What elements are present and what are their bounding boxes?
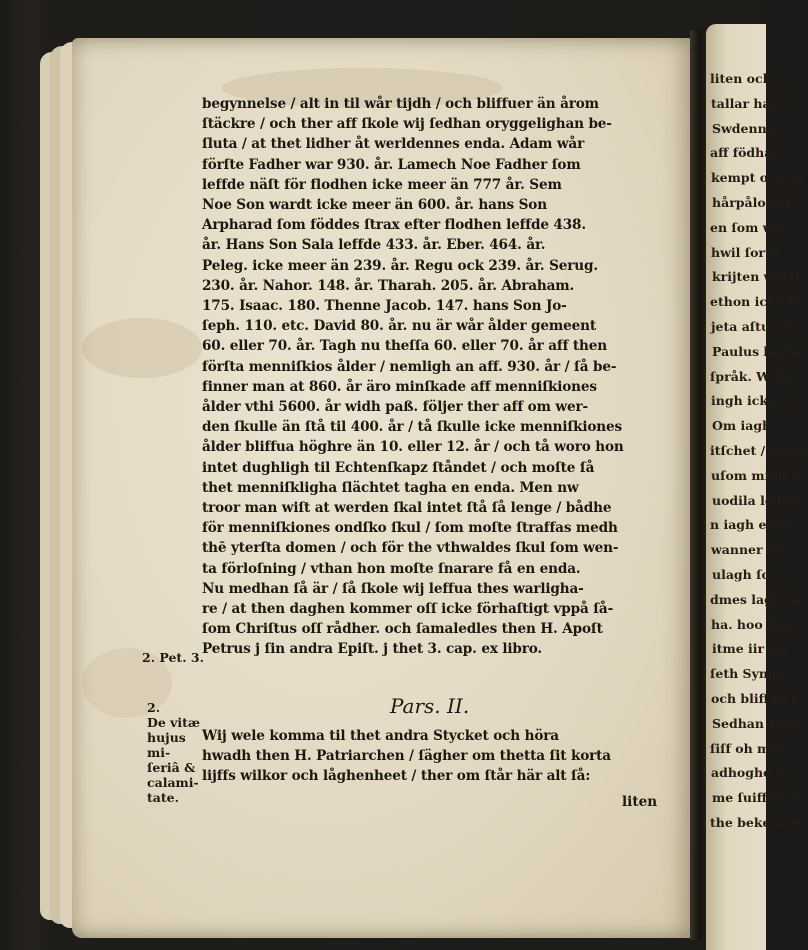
margin-note-line: De vitæ — [147, 715, 201, 730]
part-two-text — [202, 726, 662, 787]
text-line: Arpharad ſom föddes ſtrax efter flodhen leffde 438. — [202, 217, 586, 234]
facing-text-line: ſpråk. Wilia — [710, 368, 793, 384]
facing-text-line: tallar han ſ — [711, 95, 790, 111]
text-line: förſta menniſkios ålder / nemligh an aff. 930. år / ſå be- — [202, 358, 617, 375]
facing-text-line: the bekenner — [710, 815, 804, 830]
text-line: ålder vthi 5600. år widh paß. följer ther aff om wer- — [202, 399, 588, 416]
text-line: Nu medhan ſå är / ſå ſkole wij leffua thes warligha- — [202, 580, 584, 597]
text-line: år. Hans Son Sala leffde 433. år. Eber. 464. år. — [202, 237, 546, 254]
text-line: intet dughligh til Echtenſkapz ſtåndet / och moſte ſå — [202, 459, 595, 476]
text-line: Petrus j ſin andra Epiſt. j thet 3. cap. ex libro. — [202, 641, 543, 658]
text-line: lijffs wilkor och låghenheet / ther om ſtår här alt ſå: — [202, 768, 591, 785]
text-line: thē yterſta domen / och för the vthwaldes ſkul ſom wen- — [202, 540, 619, 557]
facing-text-line: wanner lor — [711, 542, 787, 558]
text-line: förſte Fadher war 930. år. Lamech Noe Fadher ſom — [202, 156, 581, 173]
facing-text-line: ingh icke. vt — [711, 393, 798, 409]
facing-text-line: jeta aſtunda — [711, 319, 796, 334]
facing-text-line: aff födhas — [710, 145, 780, 161]
text-line: ſtäckre / och ther aff ſkole wij ſedhan oryggelighan be- — [202, 116, 612, 133]
text-line: leffde näſt för flodhen icke meer än 777 år. Sem — [202, 176, 562, 193]
facing-text-line: me ſuiffue d — [712, 790, 798, 806]
margin-note-line: tate. — [147, 790, 179, 805]
facing-text-line: n iagh effte — [710, 517, 791, 533]
facing-text-line: itſchet / vthal — [710, 443, 805, 458]
margin-note — [147, 700, 205, 805]
text-line: 230. år. Nahor. 148. år. Tharah. 205. år. Abraham. — [202, 277, 575, 294]
facing-text-line: och bliffua h — [711, 691, 800, 706]
facing-text-line: krijten werſt — [712, 269, 801, 285]
facing-text-line: hwil ſorte — [711, 244, 779, 260]
facing-text-line: ſiſf oh mon — [710, 740, 788, 756]
facing-text-line: dmes lagh ſo — [710, 591, 801, 607]
text-line: re / at then daghen kommer oſſ icke förhaſtigt vppå ſå- — [202, 601, 614, 618]
text-line: hwadh then H. Patriarchen / ſägher om thetta ſit korta — [202, 748, 611, 765]
text-line: ſeph. 110. etc. David 80. år. nu är wår ålder gemeent — [202, 318, 597, 335]
facing-text-line: itme iir on — [712, 641, 786, 657]
facing-text-line: ha. hoo ſkal — [711, 616, 794, 632]
facing-page — [706, 24, 766, 950]
margin-note-line: 2. — [147, 700, 161, 715]
facing-text-line: ulagh ſom j — [712, 567, 792, 582]
margin-note-line: ſeriâ & — [147, 760, 196, 775]
text-line: ålder bliffua höghre än 10. eller 12. år / och tå woro hon — [202, 439, 624, 456]
facing-text-line: uſom migh e — [711, 467, 800, 483]
text-line: begynnelse / alt in til wår tijdh / och bliffuer än årom — [202, 96, 599, 112]
margin-note-line: calami- — [147, 775, 199, 790]
facing-text-line: liten och on — [710, 71, 794, 86]
text-line: 175. Isaac. 180. Thenne Jacob. 147. hans Son Jo- — [202, 298, 567, 315]
facing-text-line: Sedhan Kall — [712, 715, 797, 731]
facing-text-line: Paulus bighel — [712, 343, 808, 359]
text-line: finner man at 860. år äro minſkade aff menniſkiones — [202, 378, 597, 395]
margin-reference: 2. Pet. 3. — [142, 650, 204, 665]
facing-text-line: Swdennes — [712, 120, 782, 136]
margin-note-line: hujus mi- — [147, 730, 186, 760]
text-line: ta förloſning / vthan hon moſte ſnarare få en enda. — [202, 560, 581, 577]
catchword: liten — [622, 794, 658, 810]
facing-text-line: ſeth Synde — [710, 666, 785, 682]
text-line: den ſkulle än ſtå til 400. år / tå ſkulle icke menniſkiones — [202, 419, 623, 436]
facing-text-line: Om iagh — [712, 418, 772, 434]
text-line: Wij wele komma til thet andra Stycket och höra — [202, 728, 559, 744]
text-line: ſluta / at thet lidher åt werldennes enda. Adam wår — [202, 136, 585, 153]
facing-text-line: kempt och ſa — [711, 170, 803, 186]
text-line: för menniſkiones ondſko ſkul / ſom moſte ſtraffas medh — [202, 520, 618, 537]
facing-text-line: hårpålordn — [712, 195, 791, 210]
text-line: 60. eller 70. år. Tagh nu theſſa 60. eller 70. år aff then — [202, 338, 607, 355]
section-heading: Pars. II. — [390, 694, 470, 718]
text-line: Noe Son wardt icke meer än 600. år. hans Son — [202, 197, 547, 214]
facing-text-line: ethon icke fa — [710, 294, 802, 310]
facing-text-line: uodila ledhe — [712, 492, 799, 508]
text-line: Peleg. icke meer än 239. år. Regu ock 239. år. Serug. — [202, 257, 598, 274]
facing-text-line: en ſom wa — [710, 219, 782, 235]
text-line: ſom Chriſtus oſſ rådher. och ſamaledles then H. Apoſt — [202, 621, 603, 638]
facing-text-line: adhoghe ſo — [711, 765, 790, 781]
text-line: troor man wiſt at werden ſkal intet ſtå ſå lenge / bådhe — [202, 500, 612, 517]
text-line: thet menniſkligha ſlächtet tagha en enda. Men nw — [202, 479, 579, 496]
body-text — [202, 94, 662, 660]
stain — [82, 318, 202, 378]
